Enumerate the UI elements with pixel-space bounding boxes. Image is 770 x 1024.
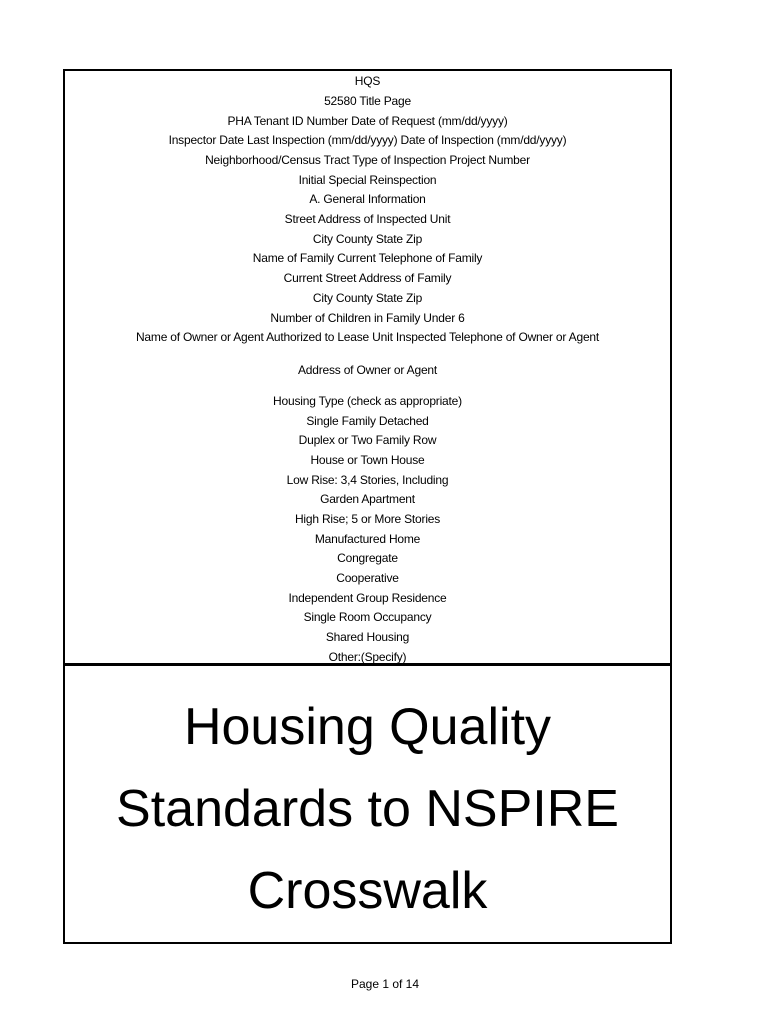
housing-option: House or Town House — [310, 453, 425, 467]
form-line-owner-address: Address of Owner or Agent — [297, 363, 438, 377]
housing-option: Congregate — [337, 551, 398, 565]
housing-option: Single Family Detached — [306, 414, 429, 428]
form-line-children: Number of Children in Family Under 6 — [270, 311, 465, 325]
hqs-form-box — [63, 69, 672, 665]
housing-option: Low Rise: 3,4 Stories, Including — [286, 473, 449, 487]
form-line-neighborhood: Neighborhood/Census Tract Type of Inspection Project Number — [205, 153, 530, 167]
form-line-family-address: Current Street Address of Family — [283, 271, 452, 285]
form-line-family-name: Name of Family Current Telephone of Family — [252, 251, 483, 265]
housing-option: Manufactured Home — [314, 532, 421, 546]
form-line-general-info: A. General Information — [309, 192, 426, 206]
form-line-owner-name: Name of Owner or Agent Authorized to Lease Unit Inspected Telephone of Owner or Agent — [135, 330, 600, 344]
housing-option: Single Room Occupancy — [303, 610, 432, 624]
housing-option: High Rise; 5 or More Stories — [294, 512, 441, 526]
title-line-1: Housing Quality — [183, 698, 552, 756]
form-line-hqs: HQS — [354, 74, 381, 88]
housing-option: Independent Group Residence — [288, 591, 447, 605]
housing-option: Cooperative — [336, 571, 399, 585]
form-line-family-city: City County State Zip — [312, 291, 423, 305]
form-line-street-address: Street Address of Inspected Unit — [284, 212, 451, 226]
title-box — [63, 664, 672, 944]
housing-option: Shared Housing — [325, 630, 410, 644]
title-line-3: Crosswalk — [247, 862, 488, 920]
form-line-title-page: 52580 Title Page — [324, 94, 411, 108]
form-line-city-state: City County State Zip — [312, 232, 423, 246]
housing-option-other: Other:(Specify) — [328, 650, 407, 664]
title-line-2: Standards to NSPIRE — [116, 780, 619, 838]
form-line-housing-type: Housing Type (check as appropriate) — [273, 394, 462, 408]
form-line-tenant-id: PHA Tenant ID Number Date of Request (mm/dd/yyyy) — [227, 114, 508, 128]
form-line-inspection-type: Initial Special Reinspection — [298, 173, 437, 187]
housing-option: Duplex or Two Family Row — [298, 433, 437, 447]
form-line-inspector: Inspector Date Last Inspection (mm/dd/yyyy) Date of Inspection (mm/dd/yyyy) — [168, 133, 567, 147]
page-number: Page 1 of 14 — [350, 977, 420, 991]
housing-option: Garden Apartment — [320, 492, 415, 506]
